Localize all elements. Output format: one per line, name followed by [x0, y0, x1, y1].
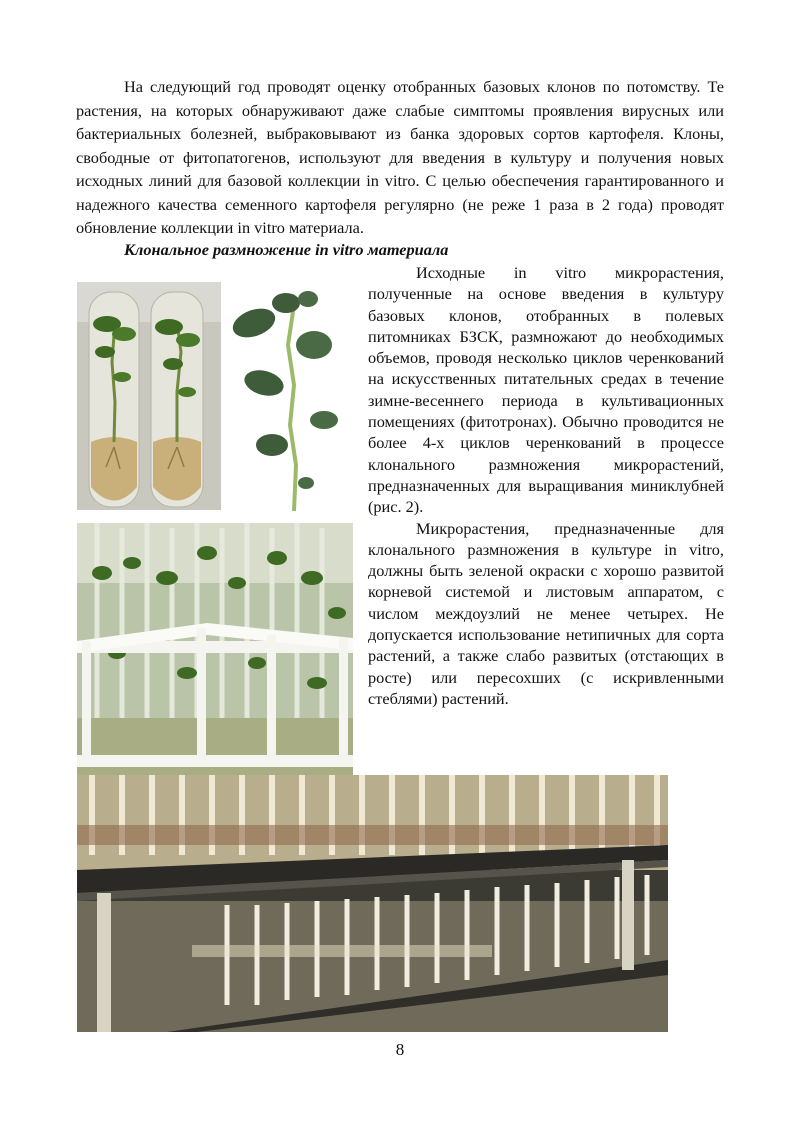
photo-tube-rack [77, 523, 353, 775]
section-heading: Клональное размножение in vitro материала [124, 240, 449, 259]
photo-test-tubes [77, 282, 221, 510]
photo-shelves [77, 775, 668, 1032]
text-column [368, 262, 724, 709]
paragraph-intro: На следующий год проводят оценку отобранных базовых клонов по потомству. Те растения, на которых обнаруживают даже слабые симптомы проявления вирусных или бактериальных болезней, выбраковывают из банка здоровых сортов картофеля. Клоны, свободные от фитопатогенов, используют для введения в культуру и получения новых исходных линий для базовой коллекции in vitro. С целью обеспечения гарантированного и надежного качества семенного картофеля регулярно (не реже 1 раза в 2 года) проводят обновление коллекции in vitro материала. [76, 77, 724, 237]
photo-plantlet [224, 285, 354, 511]
page-number: 8 [395, 1040, 405, 1059]
paragraph-propagation: Исходные in vitro микрорастения, полученные на основе введения в культуру базовых клонов, отобранных в полевых питомниках БЗСК, размножают до необходимых объемов, проводя несколько циклов черенкований на искусственных питательных средах в течение зимне-весеннего периода в культивационных помещениях (фитотронах). Обычно проводится не более 4-х циклов черенкований в процессе клонального размножения микрорастений, предназначенных для выращивания миниклубней (рис. 2). [368, 263, 724, 517]
paragraph-requirements: Микрорастения, предназначенные для клонального размножения в культуре in vitro, должны быть зеленой окраски с хорошо развитой корневой системой и листовым аппаратом, с числом междоузлий не менее четырех. Не допускается использование нетипичных для сорта растений, а также слабо развитых (отстающих в росте) или пересохших (с искривленными стеблями) растений. [368, 518, 724, 708]
